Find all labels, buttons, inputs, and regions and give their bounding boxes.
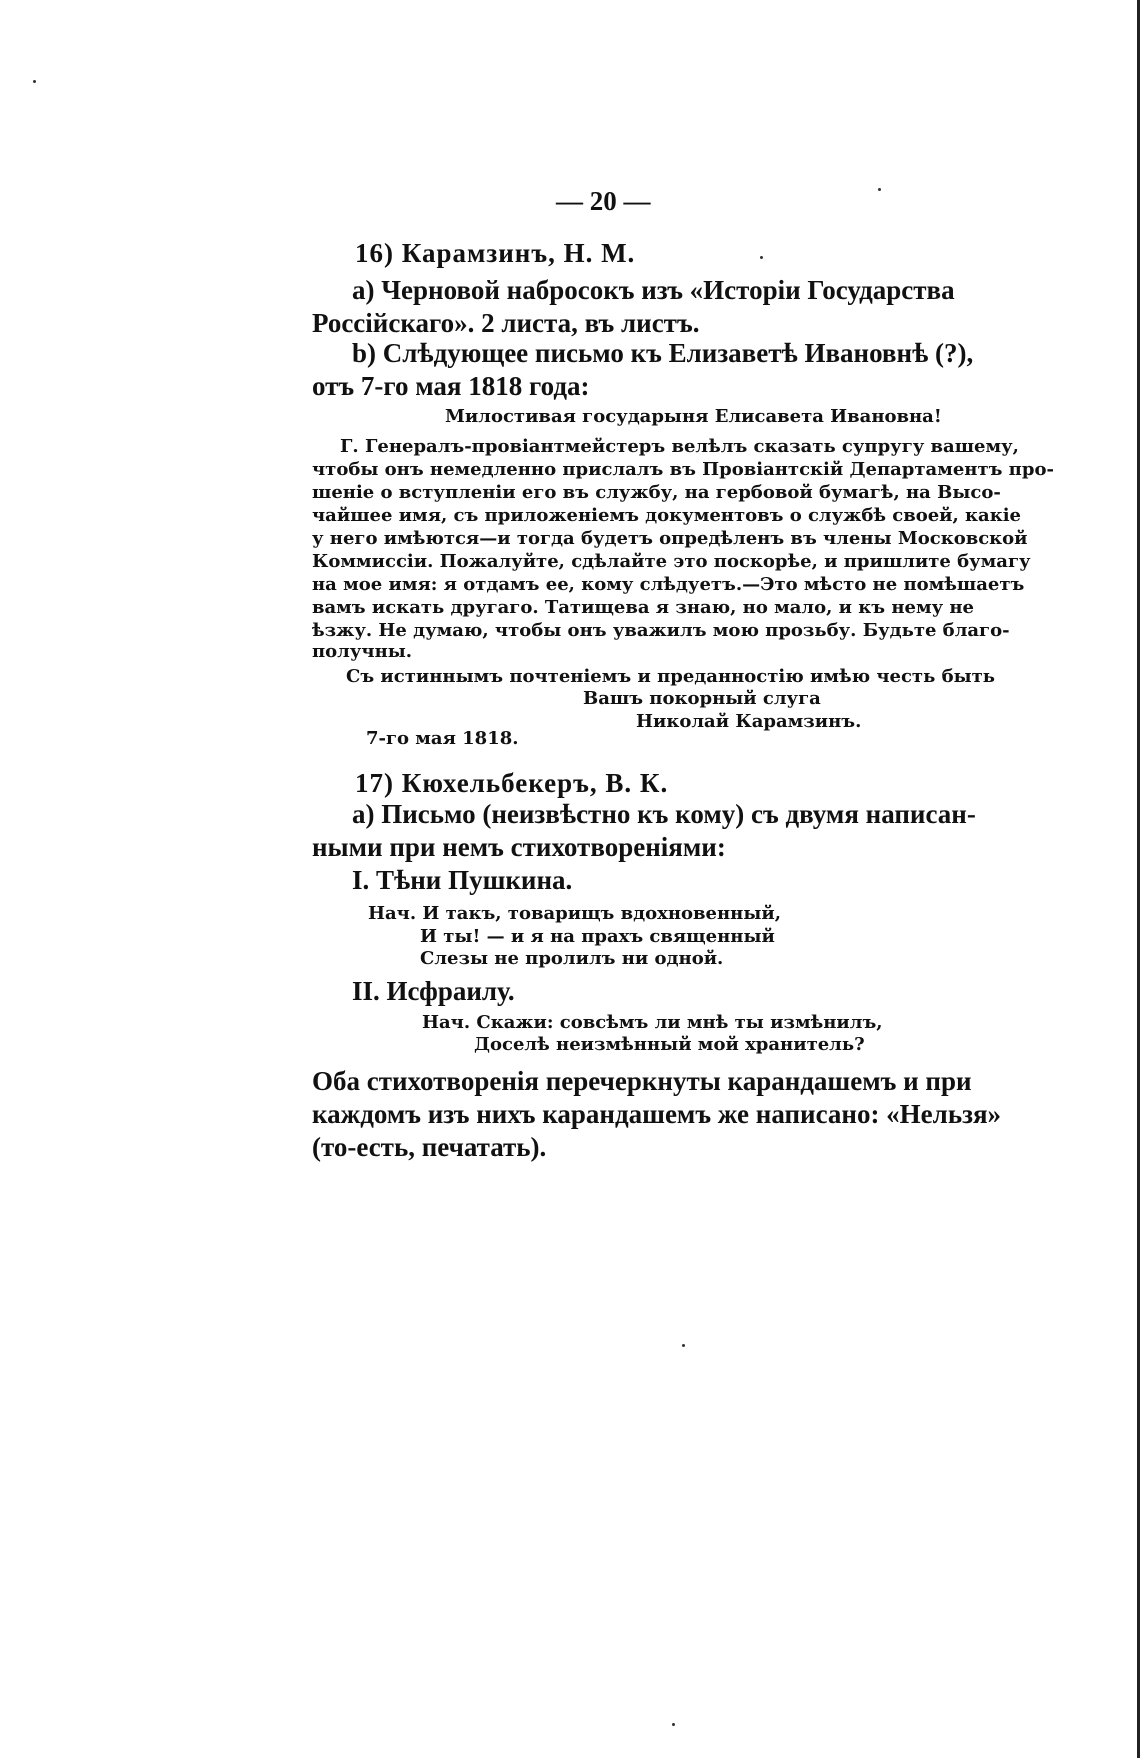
entry-17-item-a-line: ными при немъ стихотвореніями: (312, 832, 726, 862)
entry-16-item-b-line: отъ 7-го мая 1818 года: (312, 371, 590, 401)
entry-16-item-a-line: а) Черновой набросокъ изъ «Исторіи Государства (352, 275, 955, 305)
poem-1-line: И ты! — и я на прахъ священный (420, 926, 775, 947)
page-number: — 20 — (556, 186, 651, 216)
letter-body-line: ѣзжу. Не думаю, чтобы онъ уважилъ мою прозьбу. Будьте благо- (312, 620, 1010, 641)
closing-note-line: Оба стихотворенія перечеркнуты карандашемъ и при (312, 1066, 972, 1096)
letter-body-last-line: получны. (312, 641, 413, 662)
letter-body-line: вамъ искать другаго. Татищева я знаю, но мало, и къ нему не (312, 597, 975, 618)
poem-1-line: Нач. И такъ, товарищъ вдохновенный, (368, 903, 782, 924)
entry-17-heading: 17) Кюхельбекеръ, В. К. (355, 768, 669, 798)
poem-2-line: Доселѣ неизмѣнный мой хранитель? (474, 1034, 865, 1055)
closing-note-line: (то-есть, печатать). (312, 1132, 547, 1162)
letter-body-line: на мое имя: я отдамъ ее, кому слѣдуетъ.—Это мѣсто не помѣшаетъ (312, 574, 1025, 595)
letter-body-line: чайшее имя, съ приложеніемъ документовъ о службѣ своей, какіе (312, 505, 1022, 526)
letter-body-line: Г. Генералъ-провіантмейстеръ велѣлъ сказать супругу вашему, (340, 436, 1019, 457)
entry-16-item-b-line: b) Слѣдующее письмо къ Елизаветѣ Ивановнѣ (?), (352, 338, 974, 368)
poem-1-title: I. Тѣни Пушкина. (352, 865, 573, 895)
letter-signature-line: Вашъ покорный слуга (583, 688, 821, 709)
letter-closing: Съ истиннымъ почтеніемъ и преданностію имѣю честь быть (346, 666, 995, 687)
scan-speck (672, 1723, 675, 1726)
entry-16-heading: 16) Карамзинъ, Н. М. (355, 238, 636, 268)
entry-17-item-a-line: а) Письмо (неизвѣстно къ кому) съ двумя написан- (352, 799, 976, 829)
letter-date: 7-го мая 1818. (366, 728, 519, 749)
scan-speck (33, 80, 36, 83)
letter-body-line: шеніе о вступленіи его въ службу, на гербовой бумагѣ, на Высо- (312, 482, 1001, 503)
poem-1-line: Слезы не пролилъ ни одной. (420, 948, 724, 969)
scan-speck (760, 256, 763, 259)
letter-salutation: Милостивая государыня Елисавета Ивановна! (445, 406, 942, 427)
letter-body-line: чтобы онъ немедленно прислалъ въ Провіантскій Департаментъ про- (312, 459, 1054, 480)
letter-body-line: у него имѣются—и тогда будетъ опредѣленъ въ члены Московской (312, 528, 1028, 549)
poem-2-line: Нач. Скажи: совсѣмъ ли мнѣ ты измѣнилъ, (422, 1012, 883, 1033)
closing-note-line: каждомъ изъ нихъ карандашемъ же написано: «Нельзя» (312, 1099, 1002, 1129)
scan-speck (878, 188, 881, 191)
poem-2-title: II. Исфраилу. (352, 976, 515, 1006)
scan-speck (682, 1344, 685, 1347)
letter-body-line: Коммиссіи. Пожалуйте, сдѣлайте это поскорѣе, и пришлите бумагу (312, 551, 1031, 572)
entry-16-item-a-line: Россійскаго». 2 листа, въ листъ. (312, 308, 700, 338)
letter-signature-name: Николай Карамзинъ. (636, 711, 862, 732)
